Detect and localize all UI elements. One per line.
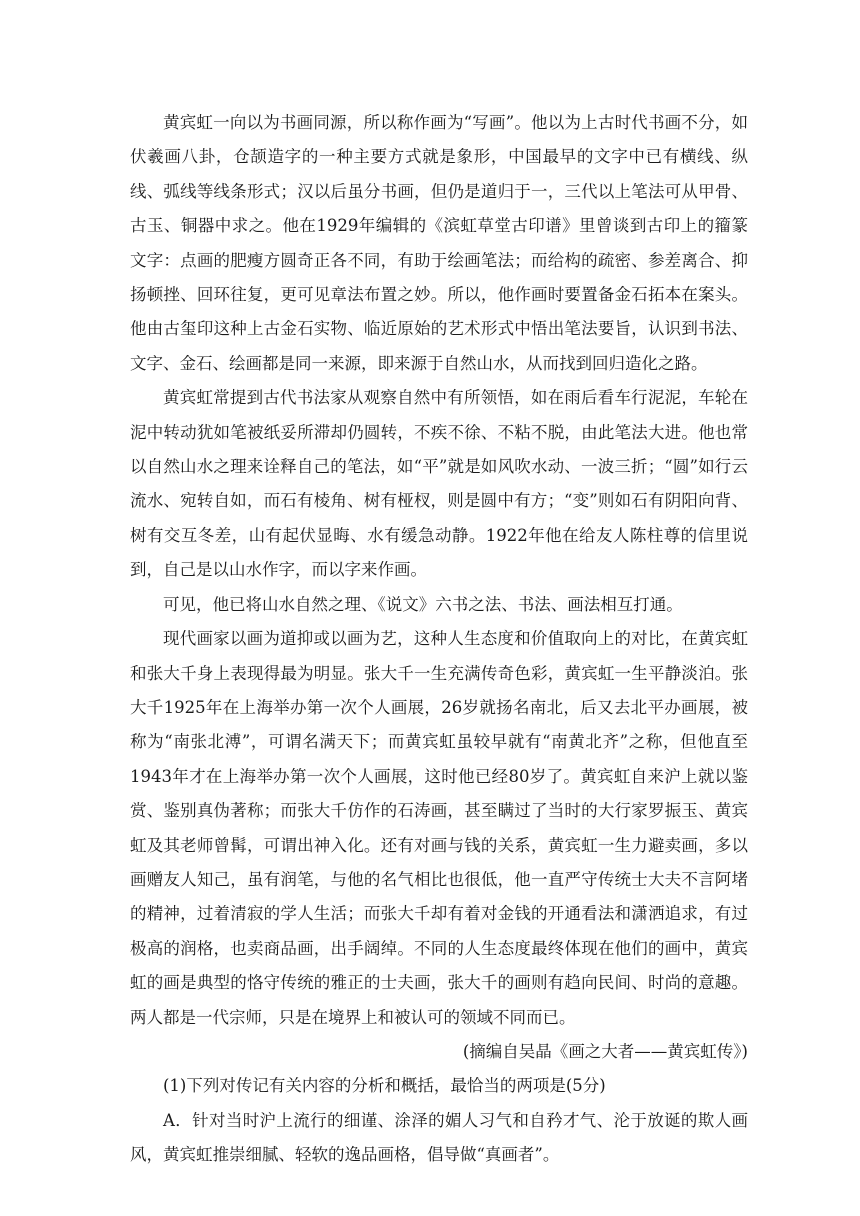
paragraph-huang-zhang-comparison: 现代画家以画为道抑或以画为艺，这种人生态度和价值取向上的对比，在黄宾虹和张大千身上表现得最为明显。张大千一生充满传奇色彩，黄宾虹一生平静淡泊。张大千1925年在上海举办第一次个人画展，26岁就扬名南北，后又去北平办画展，被称为“南张北溥”，可谓名满天下；而黄宾虹虽较早就有“南黄北齐”之称，但他直至1943年才在上海举办第一次个人画展，这时他已经80岁了。黄宾虹自来沪上就以鉴赏、鉴别真伪著称；而张大千仿作的石涛画，甚至瞒过了当时的大行家罗振玉、黄宾虹及其老师曾髯，可谓出神入化。还有对画与钱的关系，黄宾虹一生力避卖画，多以画赠友人知己，虽有润笔，与他的名气相比也很低，他一直严守传统士大夫不言阿堵的精神，过着清寂的学人生活；而张大千却有着对金钱的开通看法和潇洒追求，有过极高的润格，也卖商品画，出手阔绰。不同的人生态度最终体现在他们的画中，黄宾虹的画是典型的恪守传统的雅正的士夫画，张大千的画则有趋向民间、时尚的意趣。两人都是一代宗师，只是在境界上和被认可的领域不同而已。 <box>130 629 748 1027</box>
option-a: A．针对当时沪上流行的细谨、涂泽的媚人习气和自矜才气、沦于放诞的欺人画风，黄宾虹推崇细腻、轻软的逸品画格，倡导做“真画者”。 <box>130 1110 748 1165</box>
source-citation: (摘编自吴晶《画之大者——黄宾虹传》) <box>462 1041 748 1061</box>
paragraph-integration-summary: 可见，他已将山水自然之理、《说文》六书之法、书法、画法相互打通。 <box>163 594 683 614</box>
paragraph-brush-technique-nature: 黄宾虹常提到古代书法家从观察自然中有所领悟，如在雨后看车行泥泥，车轮在泥中转动犹如笔被纸妥所滞却仍圆转，不疾不徐、不粘不脱，由此笔法大进。他也常以自然山水之理来诠释自己的笔法，如“平”就是如风吹水动、一波三折；“圆”如行云流水、宛转自如，而石有棱角、树有桠杈，则是圆中有方；“变”则如石有阴阳向背、树有交互冬差，山有起伏显晦、水有缓急动静。1922年他在给友人陈柱尊的信里说到，自己是以山水作字，而以字来作画。 <box>130 388 748 580</box>
paragraph-calligraphy-painting-origin: 黄宾虹一向以为书画同源，所以称作画为“写画”。他以为上古时代书画不分，如伏羲画八卦，仓颉造字的一种主要方式就是象形，中国最早的文字中已有横线、纵线、弧线等线条形式；汉以后虽分书画，但仍是道归于一，三代以上笔法可从甲骨、古玉、铜器中求之。他在1929年编辑的《滨虹草堂古印谱》里曾谈到古印上的籀篆文字：点画的肥瘦方圆奇正各不同，有助于绘画笔法；而给构的疏密、参差离合、抑扬顿挫、回环往复，更可见章法布置之妙。所以，他作画时要置备金石拓本在案头。他由古玺印这种上古金石实物、临近原始的艺术形式中悟出笔法要旨，认识到书法、文字、金石、绘画都是同一来源，即来源于自然山水，从而找到回归造化之路。 <box>130 113 748 373</box>
question-1: (1)下列对传记有关内容的分析和概括，最恰当的两项是(5分) <box>163 1076 606 1096</box>
